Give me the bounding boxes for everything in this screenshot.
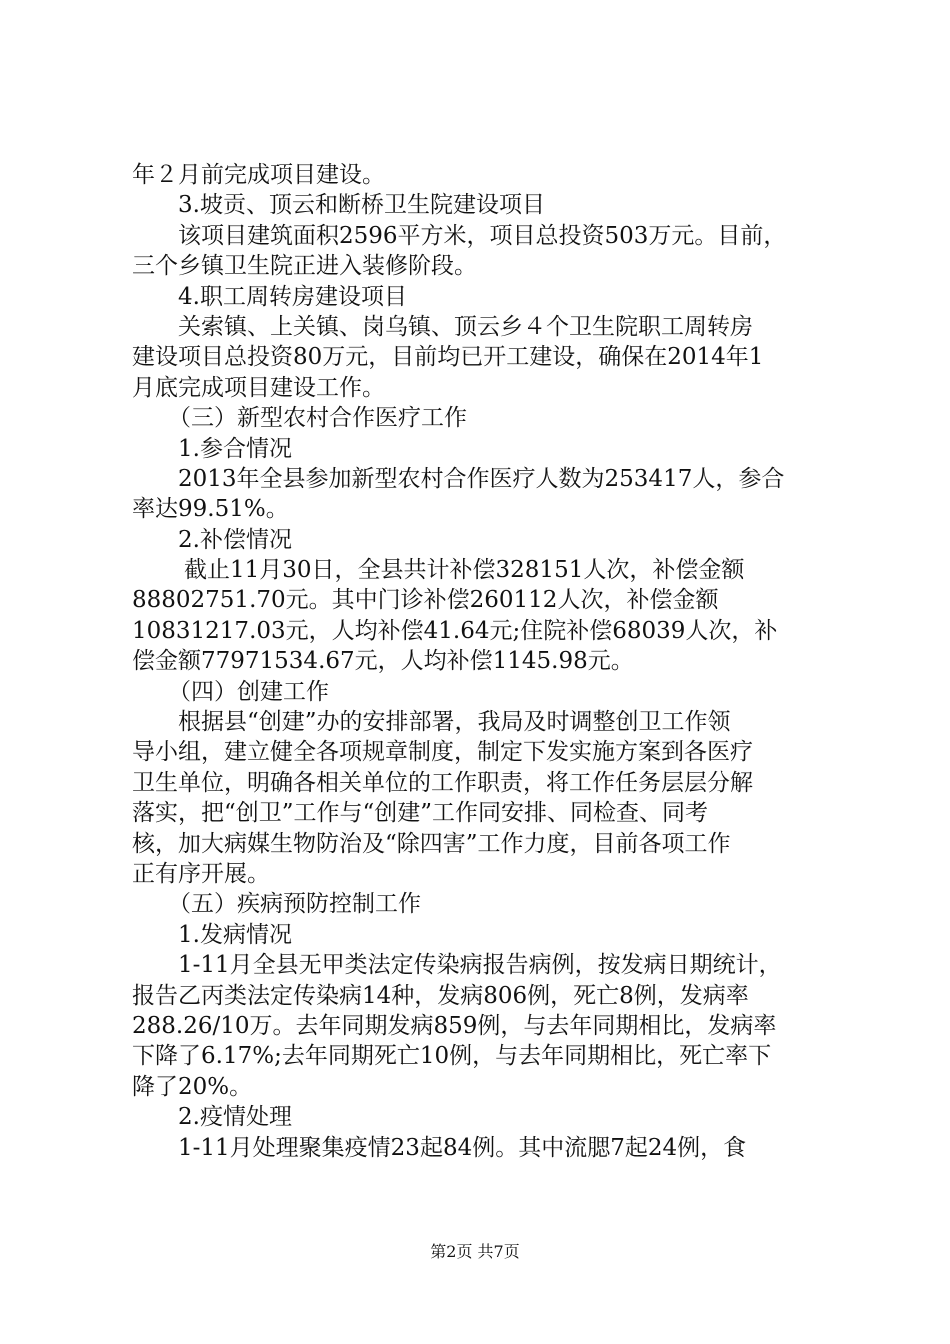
text-line: 关索镇、上关镇、岗乌镇、顶云乡４个卫生院职工周转房 (178, 313, 753, 340)
subheading: 2.疫情处理 (178, 1104, 292, 1131)
section-heading: （四）创建工作 (168, 678, 329, 705)
text-line: 288.26/10万。去年同期发病859例，与去年同期相比，发病率 (132, 1012, 777, 1039)
text-line: 月底完成项目建设工作。 (132, 374, 385, 401)
text-line: 2013年全县参加新型农村合作医疗人数为253417人，参合 (178, 465, 785, 492)
text-line: 根据县“创建”办的安排部署，我局及时调整创卫工作领 (178, 709, 731, 736)
text-line: 年２月前完成项目建设。 (132, 162, 385, 188)
subheading: 3.坡贡、顶云和断桥卫生院建设项目 (178, 192, 545, 219)
text-line: 率达99.51%。 (132, 496, 289, 523)
text-line: 导小组，建立健全各项规章制度，制定下发实施方案到各医疗 (132, 739, 753, 766)
text-line: 下降了6.17%;去年同期死亡10例，与去年同期相比，死亡率下 (132, 1043, 772, 1070)
page-footer: 第2页 共7页 (430, 1242, 520, 1261)
text-line: 落实，把“创卫”工作与“创建”工作同安排、同检查、同考 (132, 800, 709, 827)
text-line: 核，加大病媒生物防治及“除四害”工作力度，目前各项工作 (132, 830, 731, 857)
text-line: 卫生单位，明确各相关单位的工作职责，将工作任务层层分解 (132, 769, 753, 796)
section-heading: （三）新型农村合作医疗工作 (168, 405, 467, 432)
text-line: 建设项目总投资80万元，目前均已开工建设，确保在2014年1 (132, 344, 764, 371)
text-line: 正有序开展。 (132, 860, 270, 887)
text-line: 三个乡镇卫生院正进入装修阶段。 (132, 253, 477, 280)
text-line: 1-11月全县无甲类法定传染病报告病例，按发病日期统计， (178, 952, 782, 979)
text-line: 截止11月30日，全县共计补偿328151人次，补偿金额 (184, 557, 745, 584)
subheading: 1.发病情况 (178, 921, 292, 948)
text-line: 1-11月处理聚集疫情23起84例。其中流腮7起24例，食 (178, 1134, 747, 1161)
text-line: 降了20%。 (132, 1073, 253, 1100)
section-heading: （五）疾病预防控制工作 (168, 891, 421, 918)
subheading: 2.补偿情况 (178, 526, 292, 553)
subheading: 1.参合情况 (178, 435, 292, 462)
text-line: 88802751.70元。其中门诊补偿260112人次，补偿金额 (132, 587, 719, 614)
document-body (132, 160, 832, 1163)
subheading: 4.职工周转房建设项目 (178, 283, 407, 310)
text-line: 报告乙丙类法定传染病14种，发病806例，死亡8例，发病率 (132, 982, 749, 1009)
text-line: 该项目建筑面积2596平方米，项目总投资503万元。目前， (178, 222, 787, 249)
text-line: 10831217.03元，人均补偿41.64元;住院补偿68039人次，补 (132, 617, 778, 644)
text-line: 偿金额77971534.67元，人均补偿1145.98元。 (132, 648, 634, 675)
